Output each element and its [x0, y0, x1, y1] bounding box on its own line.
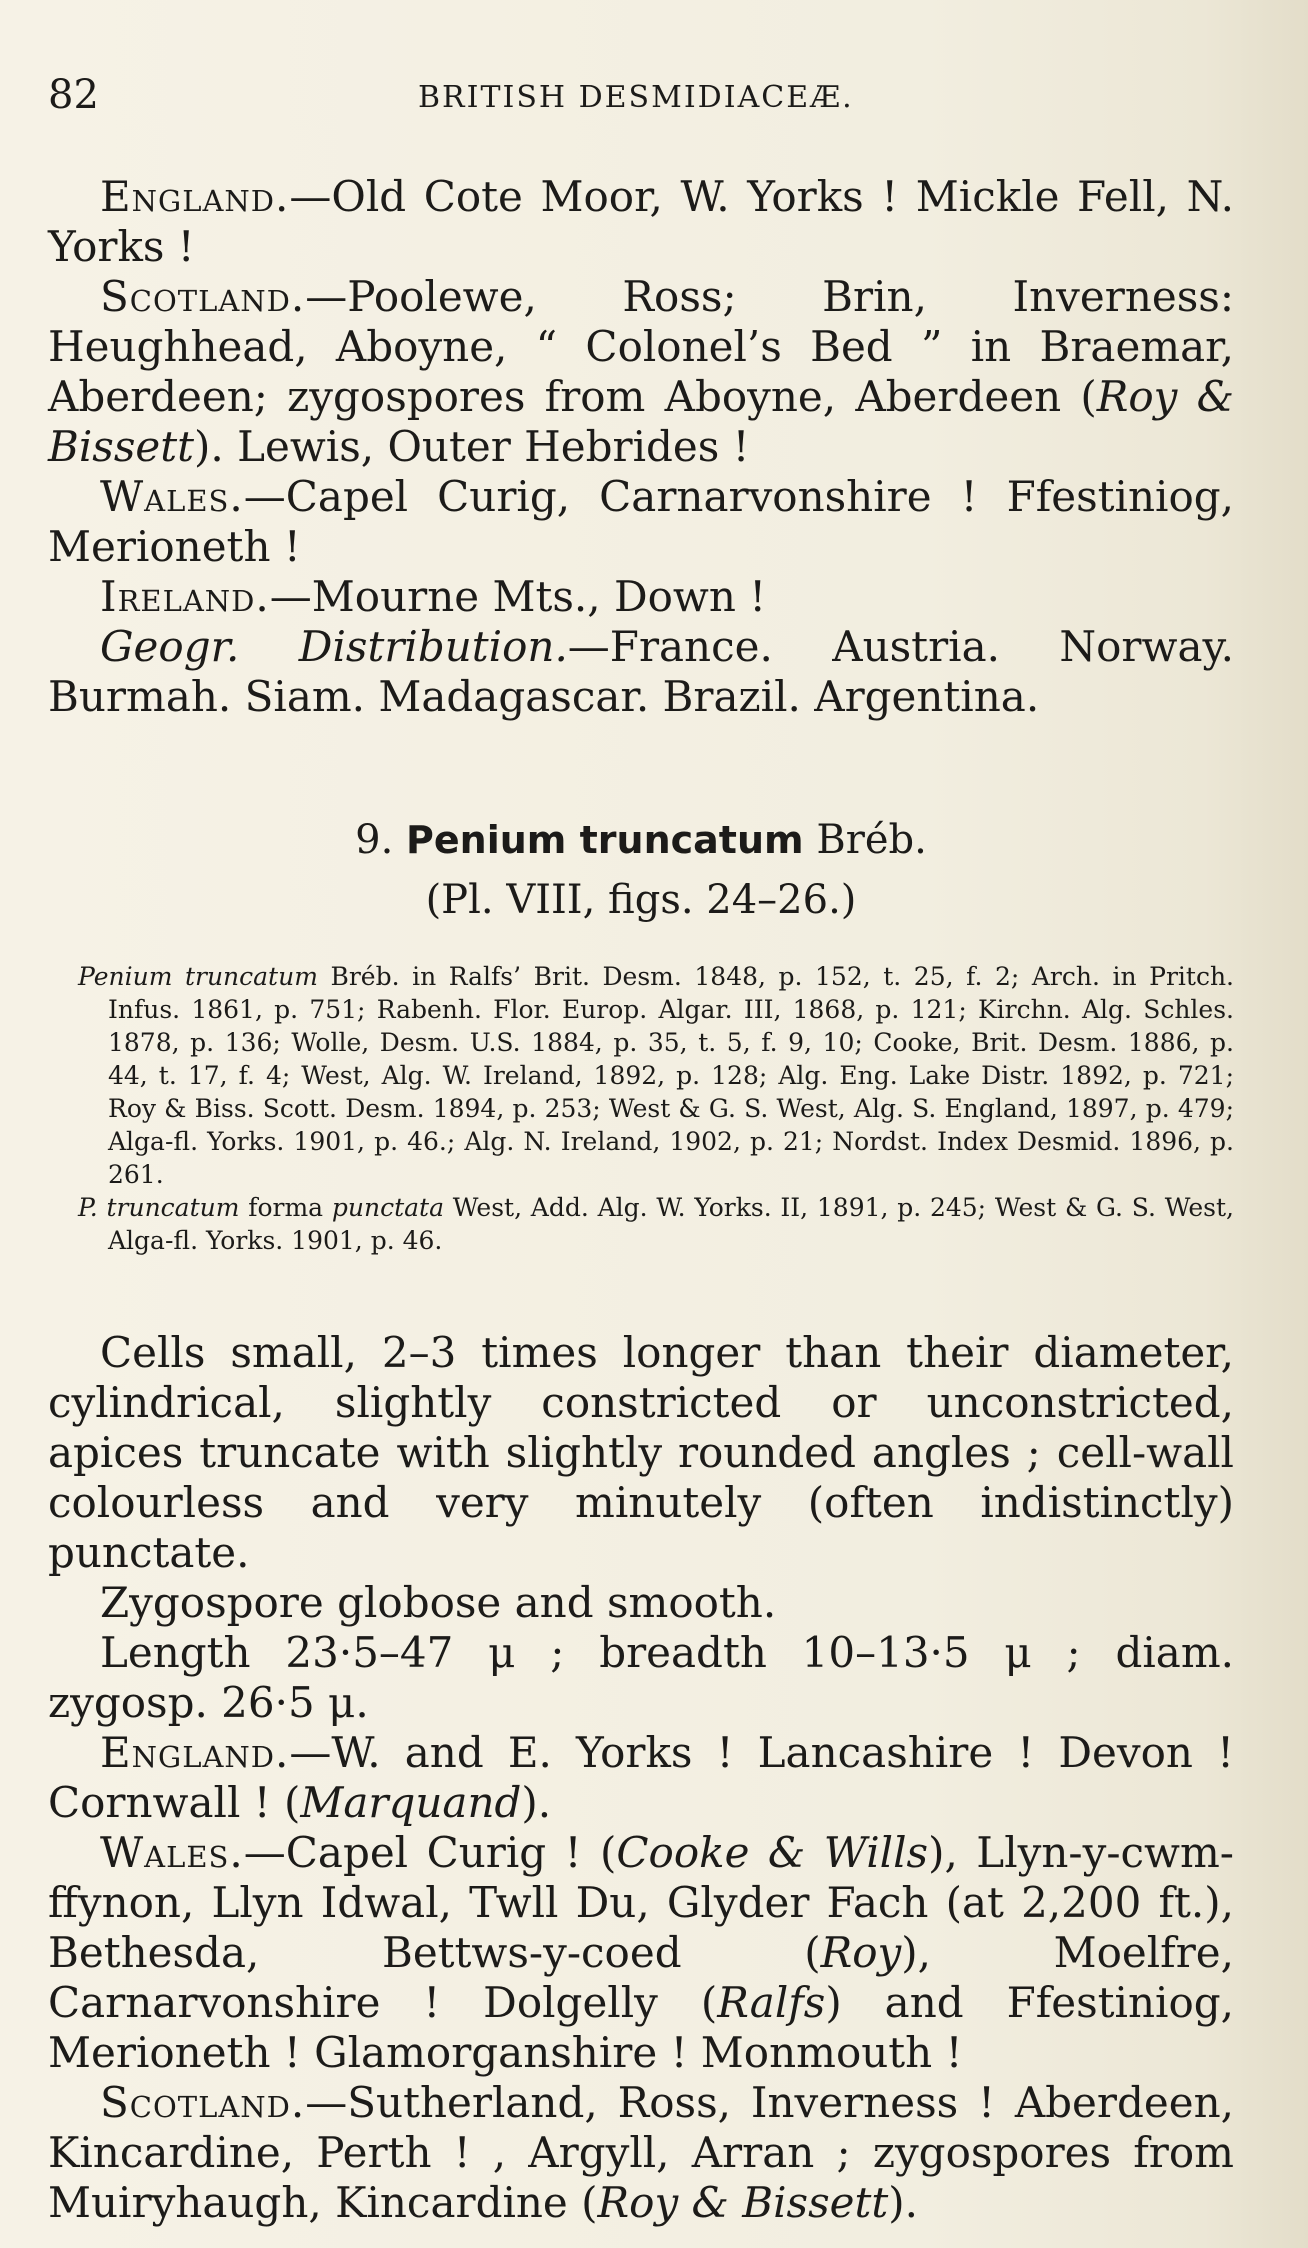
region-label: England.: [100, 1728, 290, 1777]
wales-paragraph: [48, 472, 1234, 572]
geogr-text: —France. Austria. Norway. Burmah. Siam. Madagascar. Brazil. Argentina.: [48, 622, 1234, 721]
england-paragraph: [48, 172, 1234, 272]
region-text: ).: [521, 1778, 552, 1827]
authority: Marquand: [300, 1778, 522, 1827]
species-author: Bréb.: [816, 817, 927, 863]
region-text: —W. and E. Yorks ! Lancashire ! Devon ! Cornwall ! (: [48, 1728, 1234, 1827]
authority: Roy & Bissett: [597, 2178, 889, 2227]
description-and-distribution: [48, 1328, 1234, 2228]
running-head: BRITISH DESMIDIACEÆ.: [418, 80, 854, 115]
synonym-form-name: punctata: [331, 1193, 444, 1222]
synonym-citation: Bréb. in Ralfs’ Brit. Desm. 1848, p. 152, t. 25, f. 2; Arch. in Pritch. Infus. 1861, p. 751; Rabenh. Flor. Europ. Algar. III, 1868, p. 121; Kirchn. Alg. Schles. 1878, p. 136; Wolle, Desm. U.S. 1884, p. 35, t. 5, f. 9, 10; Cooke, Brit. Desm. 1886, p. 44, t. 17, f. 4; West, Alg. W. Ireland, 1892, p. 128; Alg. Eng. Lake Distr. 1892, p. 721; Roy & Biss. Scott. Desm. 1894, p. 253; West & G. S. West, Alg. S. England, 1897, p. 479; Alga-fl. Yorks. 1901, p. 46.; Alg. N. Ireland, 1902, p. 21; Nordst. Index Desmid. 1896, p. 261.: [108, 962, 1234, 1189]
species-number: 9.: [355, 817, 394, 863]
region-text: —Old Cote Moor, W. Yorks ! Mickle Fell, N. Yorks !: [48, 172, 1234, 271]
authority: Cooke & Wills: [616, 1828, 929, 1877]
page-header: [48, 72, 1228, 122]
page-number: 82: [48, 72, 99, 118]
region-text: ), Moelfre, Carnarvonshire ! Dolgelly (: [48, 1928, 1234, 2027]
region-text: —Mourne Mts., Down !: [269, 572, 767, 621]
region-label: Ireland.: [100, 572, 270, 621]
region-text: ) and Ffestiniog, Merioneth ! Glamorganshire ! Monmouth !: [48, 1978, 1234, 2077]
zygospore-paragraph: Zygospore globose and smooth.: [100, 1578, 777, 1627]
region-text: ). Lewis, Outer Hebrides !: [194, 422, 750, 471]
species-heading: [48, 815, 1234, 925]
plate-reference: (Pl. VIII, figs. 24–26.): [425, 877, 857, 923]
scotland-paragraph: [48, 272, 1234, 472]
region-label: Wales.: [100, 472, 244, 521]
region-label: England.: [100, 172, 290, 221]
authority: Roy & Bissett: [48, 372, 1235, 471]
region-text: ).: [888, 2178, 919, 2227]
synonym-name: P. truncatum: [78, 1193, 240, 1222]
region-text: —Poolewe, Ross; Brin, Inverness: Heughhead, Aboyne, “ Colonel’s Bed ” in Braemar, Aberdeen; zygospores from Aboyne, Aberdeen (: [48, 272, 1234, 421]
synonym-citation: West, Add. Alg. W. Yorks. II, 1891, p. 245; West & G. S. West, Alga-fl. Yorks. 1901, p. 46.: [108, 1193, 1235, 1255]
geogr-label: Geogr. Distribution.: [100, 622, 568, 671]
synonymy-block: [48, 960, 1234, 1257]
region-text: —Sutherland, Ross, Inverness ! Aberdeen, Kincardine, Perth ! , Argyll, Arran ; zygospores from Muiryhaugh, Kincardine (: [48, 2078, 1234, 2227]
region-text: ), Llyn-y-cwm-ffynon, Llyn Idwal, Twll Du, Glyder Fach (at 2,200 ft.), Bethesda, Bettws-y-coed (: [48, 1828, 1234, 1977]
synonymy-entry: [78, 1191, 1235, 1257]
wales-distribution-paragraph: [48, 1828, 1234, 2078]
synonym-text: forma: [239, 1193, 332, 1222]
scotland-distribution-paragraph: [48, 2078, 1234, 2228]
region-text: —Capel Curig, Carnarvonshire ! Ffestiniog, Merioneth !: [48, 472, 1234, 571]
authority: Ralfs: [717, 1978, 826, 2027]
region-text: —Capel Curig ! (: [243, 1828, 617, 1877]
measurements-paragraph: Length 23·5–47 μ ; breadth 10–13·5 μ ; diam. zygosp. 26·5 μ.: [48, 1628, 1234, 1727]
synonymy-entry: [78, 960, 1234, 1191]
species-title: [48, 815, 1234, 865]
description-paragraph: Cells small, 2–3 times longer than their diameter, cylindrical, slightly constricted or unconstricted, apices truncate with slightly rounded angles ; cell-wall colourless and very minutely (often indistinctly) punctate.: [48, 1328, 1234, 1577]
region-label: Wales.: [100, 1828, 244, 1877]
region-label: Scotland.: [100, 2078, 306, 2127]
england-distribution-paragraph: [48, 1728, 1234, 1828]
authority: Roy: [820, 1928, 902, 1977]
species-name: Penium truncatum: [406, 818, 804, 862]
top-distribution-section: [48, 172, 1234, 722]
region-label: Scotland.: [100, 272, 306, 321]
synonym-name: Penium truncatum: [78, 962, 318, 991]
geographic-distribution-paragraph: [48, 622, 1234, 722]
ireland-paragraph: [48, 572, 1234, 622]
